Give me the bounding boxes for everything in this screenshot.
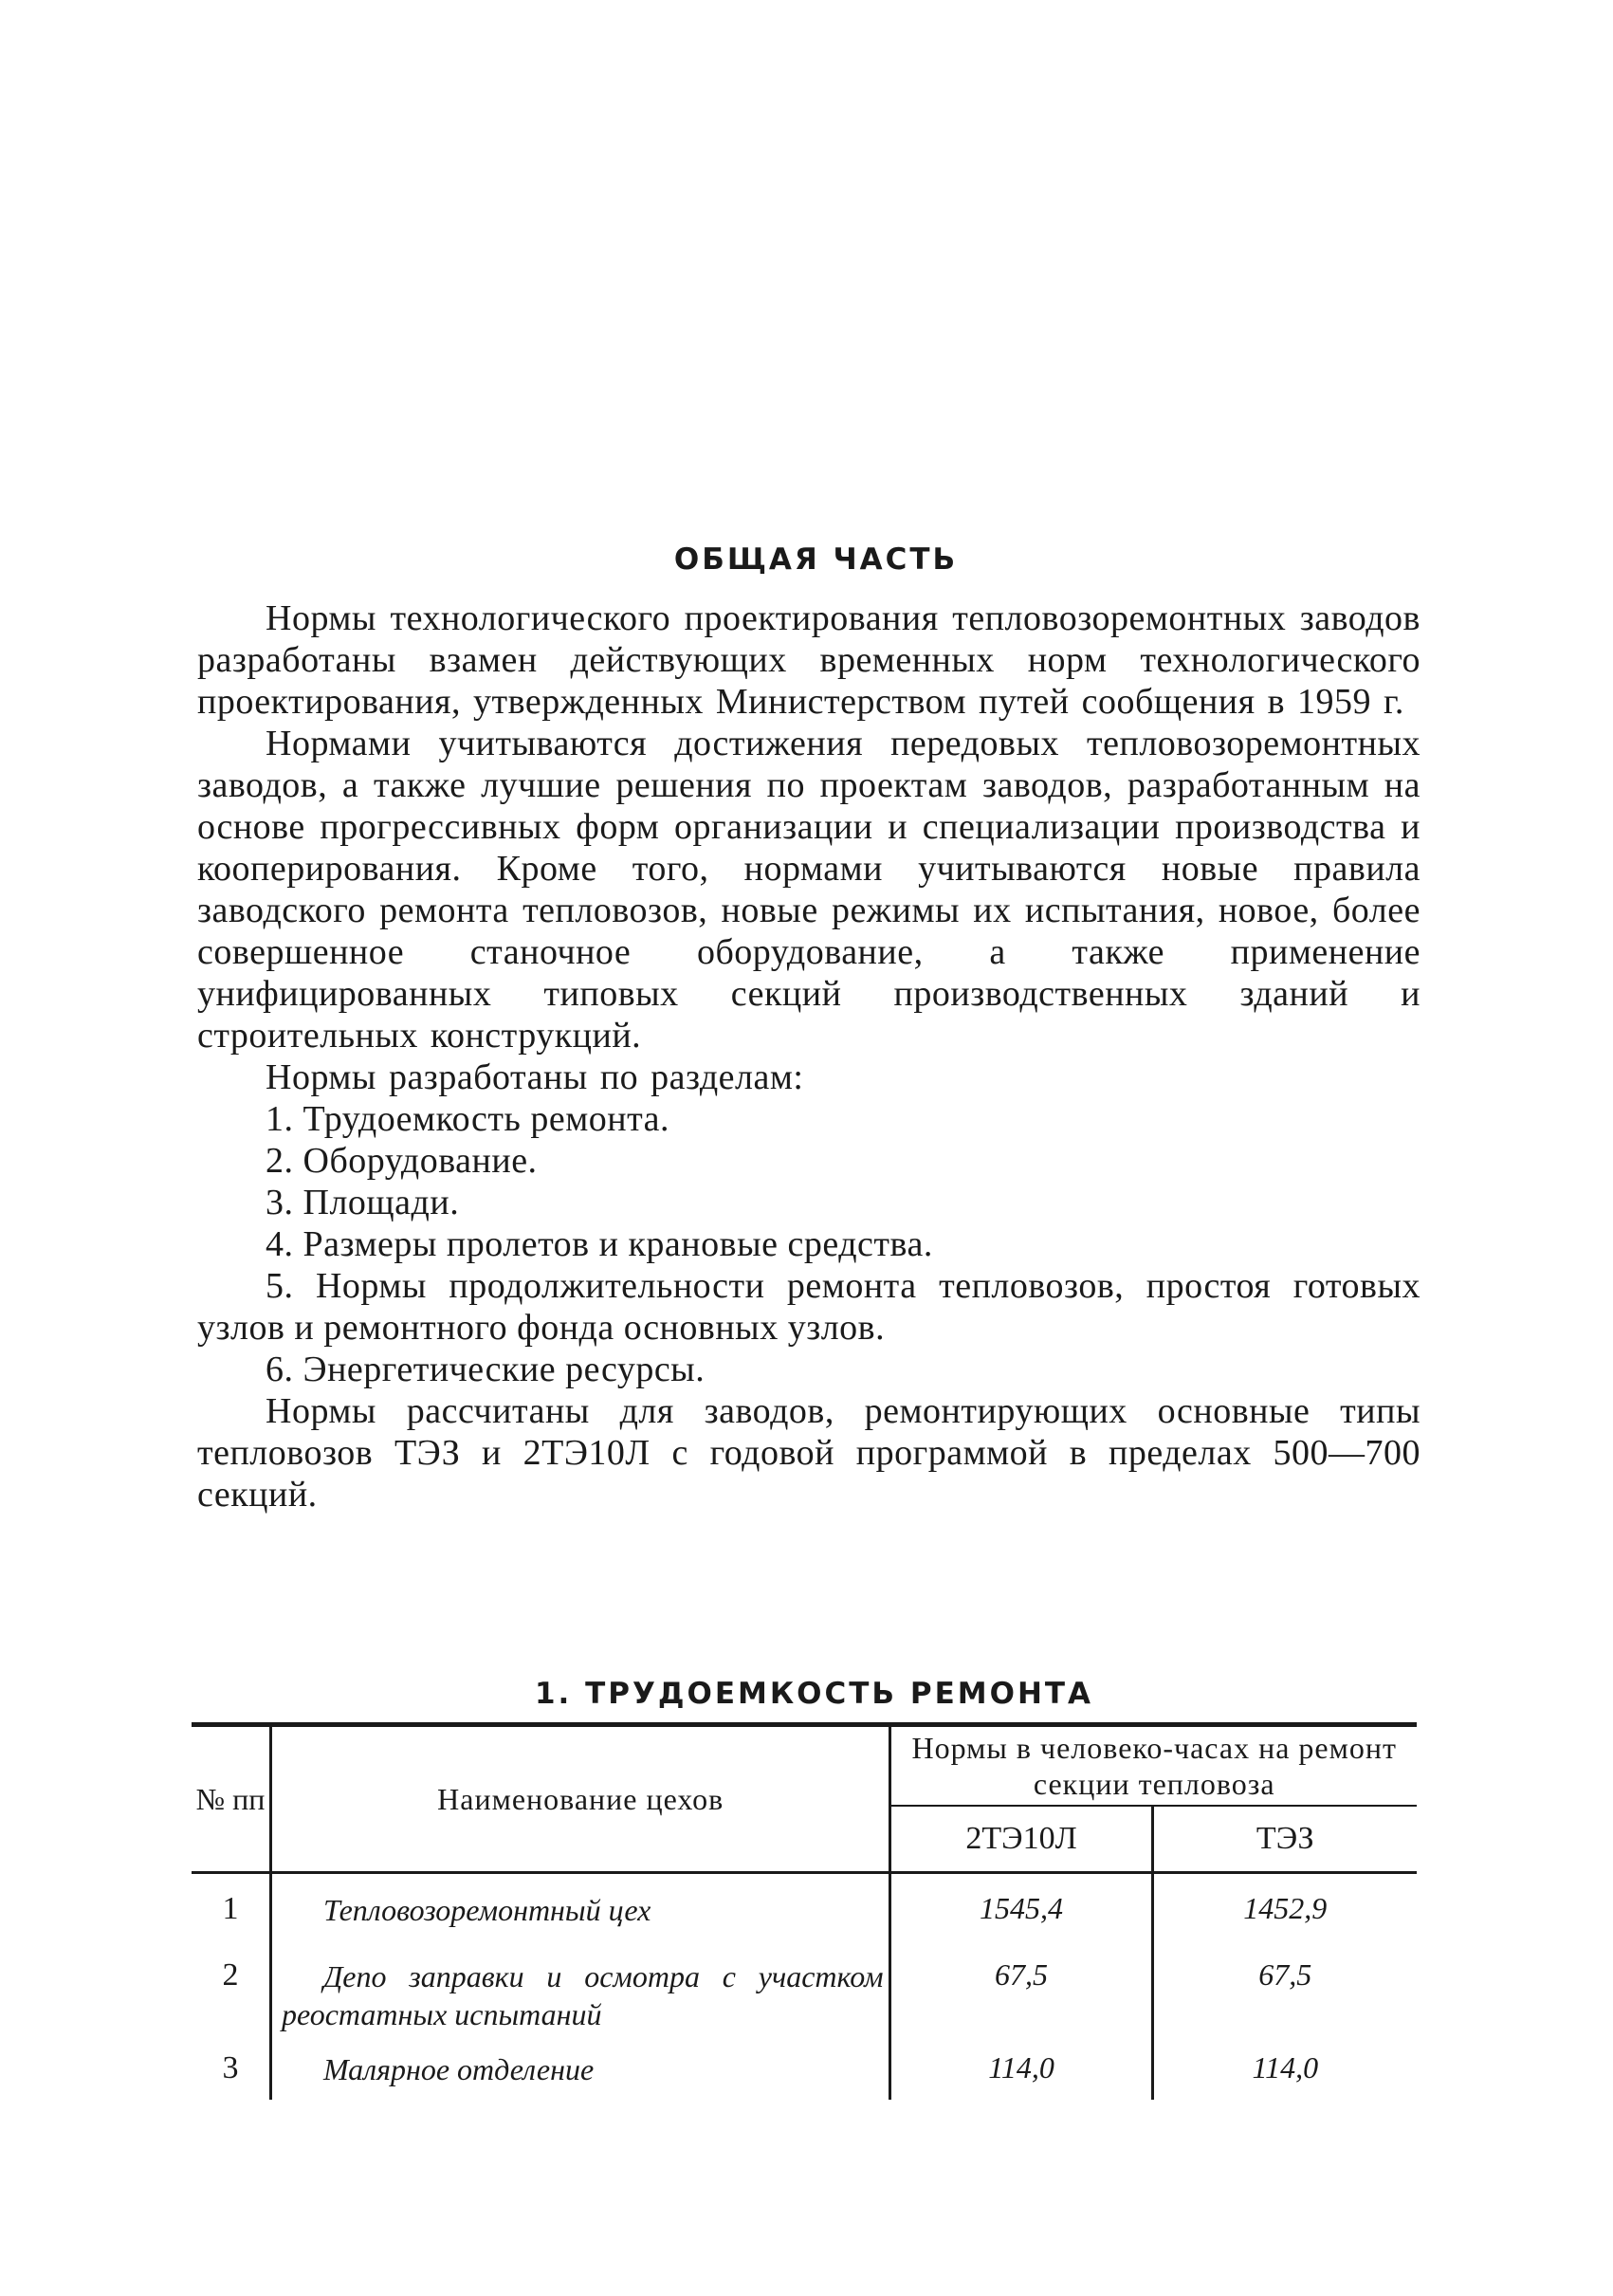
row-number: 1: [192, 1873, 270, 1941]
sections-list: [197, 1098, 1421, 1390]
list-item: 1. Трудоемкость ремонта.: [266, 1099, 670, 1139]
table-header-row: [192, 1725, 1417, 1807]
paragraph-3: Нормы разработаны по разделам:: [266, 1057, 804, 1097]
row-name: [270, 1940, 890, 2033]
list-item: 6. Энергетические ресурсы.: [266, 1350, 706, 1389]
row-name-text: Малярное отделение: [322, 2052, 595, 2086]
row-value-tez: 1452,9: [1152, 1873, 1417, 1941]
column-header-norms: Нормы в человеко-часах на ремонт секции тепловоза: [890, 1725, 1417, 1807]
table-row: [192, 2033, 1417, 2100]
row-name: [270, 2033, 890, 2100]
paragraph-1: Нормы технологического проектирования тепловозоремонтных заводов разработаны взамен действующих временных норм технологического проектирования, утвержденных Министерством путей сообщения в 1959 г.: [197, 598, 1421, 722]
section-heading: ОБЩАЯ ЧАСТЬ: [673, 542, 959, 577]
body-text: [197, 597, 1421, 1515]
column-header-name: Наименование цехов: [270, 1725, 890, 1873]
row-value-tez: 67,5: [1152, 1940, 1417, 2033]
column-header-tez: ТЭЗ: [1152, 1806, 1417, 1873]
column-header-2te10l: 2ТЭ10Л: [890, 1806, 1152, 1873]
row-value-2te10l: 114,0: [890, 2033, 1152, 2100]
row-number: 2: [222, 1957, 239, 1993]
paragraph-2: Нормами учитываются достижения передовых тепловозоремонтных заводов, а также лучшие решения по проектам заводов, разработанным на основе прогрессивных форм организации и специализации производства и кооперирования. Кроме того, нормами учитываются новые правила заводского ремонта тепловозов, новые режимы их испытания, новое, более совершенное станочное оборудование, а также применение унифицированных типовых секций производственных зданий и строительных конструкций.: [197, 724, 1421, 1056]
column-header-number: № пп: [195, 1781, 266, 1816]
table-row: [192, 1940, 1417, 2033]
table-row: [192, 1873, 1417, 1941]
closing-paragraph: Нормы рассчитаны для заводов, ремонтирующих основные типы тепловозов ТЭЗ и 2ТЭ10Л с годовой программой в пределах 500—700 секций.: [197, 1391, 1421, 1515]
row-name-text: Тепловозоремонтный цех: [322, 1893, 651, 1927]
labor-intensity-table: [192, 1722, 1417, 2100]
labor-table: [192, 1722, 1417, 2100]
list-item: 3. Площади.: [266, 1183, 460, 1222]
row-value-2te10l: 1545,4: [890, 1873, 1152, 1941]
row-value-2te10l: 67,5: [890, 1940, 1152, 2033]
row-name: [270, 1873, 890, 1941]
row-number: 3: [222, 2050, 239, 2085]
list-item: 4. Размеры пролетов и крановые средства.: [266, 1224, 933, 1264]
table-title: 1. ТРУДОЕМКОСТЬ РЕМОНТА: [534, 1677, 1094, 1711]
list-item: 2. Оборудование.: [266, 1141, 538, 1181]
row-value-tez: 114,0: [1152, 2033, 1417, 2100]
list-item: 5. Нормы продолжительности ремонта тепловозов, простоя готовых узлов и ремонтного фонда основных узлов.: [197, 1266, 1421, 1348]
row-name-text: Депо заправки и осмотра с участком реостатных испытаний: [281, 1959, 884, 2031]
